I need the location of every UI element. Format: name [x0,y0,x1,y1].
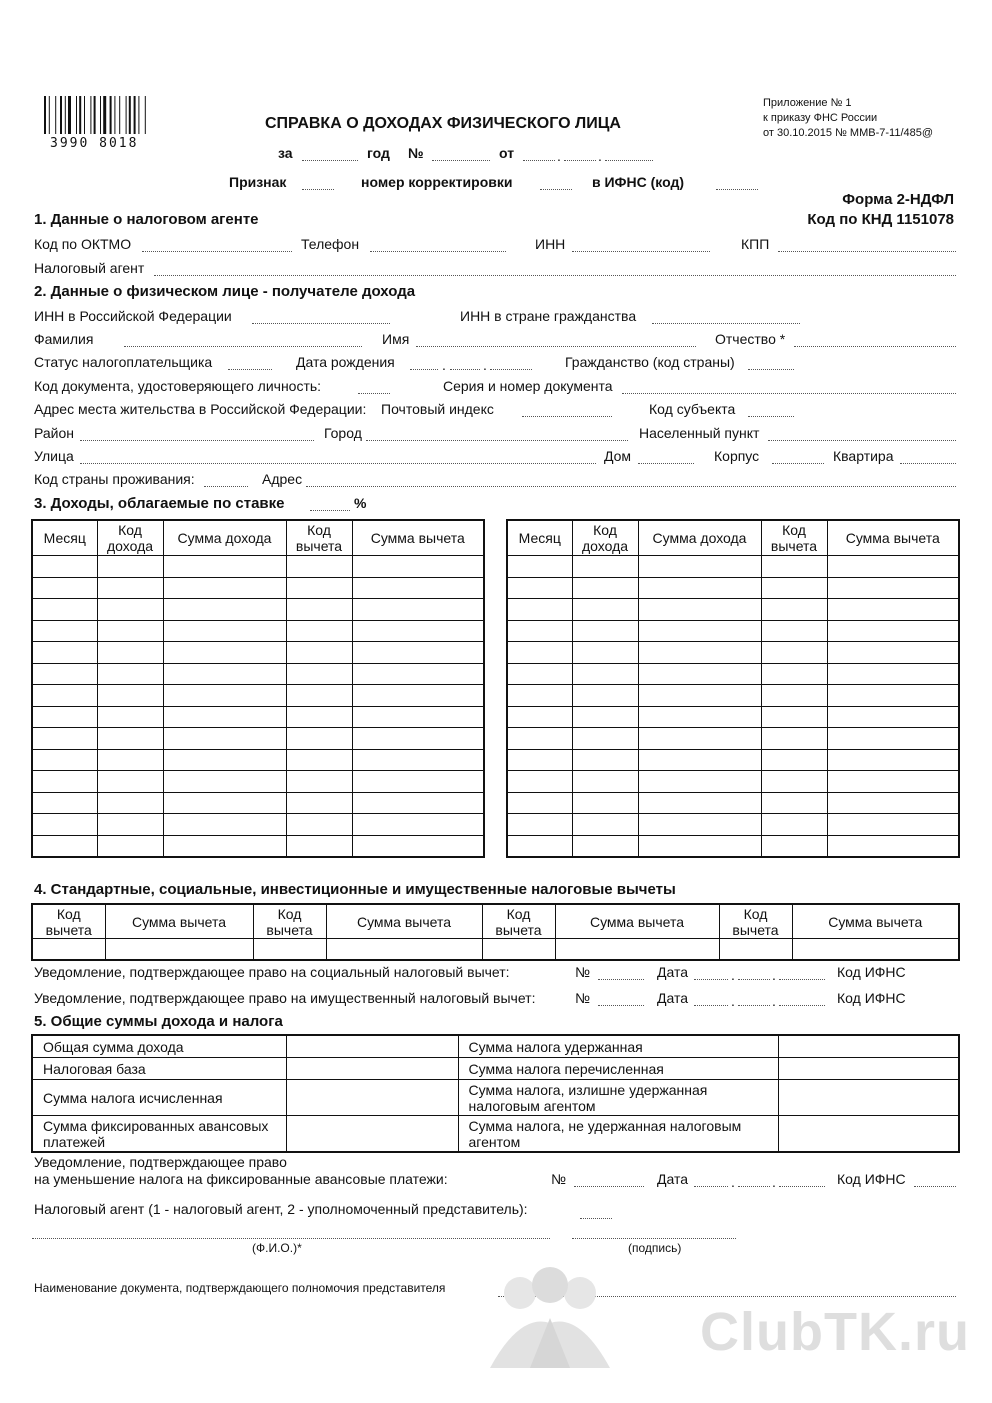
income-cell[interactable] [286,835,352,857]
summary-left-label: Сумма фиксированных авансовых платежей [32,1116,286,1153]
income-cell[interactable] [286,792,352,814]
income-table-left [31,519,485,858]
income-cell[interactable] [352,620,484,642]
notice-advance-line1: Уведомление, подтверждающее право [34,1154,287,1170]
label-citizenship: Гражданство (код страны) [565,354,735,370]
income-cell[interactable] [352,685,484,707]
income-header-cell: Код дохода [572,520,638,556]
income-cell[interactable] [352,814,484,836]
income-cell[interactable] [286,771,352,793]
income-cell[interactable] [32,749,97,771]
deductions-cell[interactable] [555,939,719,961]
income-cell[interactable] [163,642,286,664]
income-row [507,685,959,707]
income-row [32,577,484,599]
income-cell[interactable] [32,620,97,642]
income-table-right [506,519,960,858]
income-row [507,706,959,728]
income-row [32,749,484,771]
deductions-header-cell: Код вычета [253,904,326,939]
income-cell[interactable] [352,749,484,771]
income-row [32,792,484,814]
income-cell[interactable] [572,706,638,728]
income-cell[interactable] [97,814,163,836]
appendix-line3: от 30.10.2015 № ММВ-7-11/485@ [763,127,934,139]
deductions-table [31,903,960,961]
label-building: Корпус [714,448,760,464]
income-cell[interactable] [761,792,827,814]
income-cell[interactable] [352,599,484,621]
label-fio: (Ф.И.О.)* [252,1241,302,1255]
appendix-line2: к приказу ФНС России [763,112,878,124]
income-cell[interactable] [507,706,572,728]
summary-left-value[interactable] [286,1080,458,1116]
income-cell[interactable] [32,663,97,685]
income-cell[interactable] [827,728,959,750]
income-cell[interactable] [32,728,97,750]
income-cell[interactable] [32,556,97,578]
income-header-cell: Сумма дохода [163,520,286,556]
summary-right-value[interactable] [778,1035,959,1058]
income-cell[interactable] [638,556,761,578]
income-cell[interactable] [827,577,959,599]
income-cell[interactable] [507,577,572,599]
income-cell[interactable] [286,728,352,750]
income-cell[interactable] [827,663,959,685]
summary-table [31,1034,960,1153]
label-status: Статус налогоплательщика [34,354,213,370]
income-cell[interactable] [638,728,761,750]
income-cell[interactable] [286,642,352,664]
income-cell[interactable] [827,620,959,642]
label-postal: Почтовый индекс [381,401,494,417]
income-cell[interactable] [827,792,959,814]
income-row [32,599,484,621]
income-cell[interactable] [163,706,286,728]
summary-right-label: Сумма налога перечисленная [458,1058,778,1080]
income-cell[interactable] [32,577,97,599]
income-cell[interactable] [761,814,827,836]
income-cell[interactable] [507,556,572,578]
income-cell[interactable] [638,577,761,599]
income-header-cell: Код вычета [761,520,827,556]
deductions-header-cell: Сумма вычета [105,904,253,939]
income-cell[interactable] [507,599,572,621]
label-oktmo: Код по ОКТМО [34,236,132,252]
label-city: Город [324,425,362,441]
form-title: СПРАВКА О ДОХОДАХ ФИЗИЧЕСКОГО ЛИЦА [265,115,621,132]
deductions-header-cell: Код вычета [482,904,555,939]
income-cell[interactable] [286,556,352,578]
summary-left-label: Налоговая база [32,1058,286,1080]
income-cell[interactable] [638,792,761,814]
form-name: Форма 2-НДФЛ [842,191,954,208]
income-cell[interactable] [507,620,572,642]
deductions-header-cell: Код вычета [719,904,792,939]
income-row [507,814,959,836]
income-row [507,792,959,814]
income-row [32,771,484,793]
summary-row [32,1080,959,1116]
income-cell[interactable] [827,835,959,857]
income-cell[interactable] [507,685,572,707]
income-cell[interactable] [97,728,163,750]
income-row [32,706,484,728]
income-cell[interactable] [761,556,827,578]
income-row [32,835,484,857]
income-cell[interactable] [97,749,163,771]
label-surname: Фамилия [34,331,94,347]
label-birth-date: Дата рождения [296,354,395,370]
footer-agent: Налоговый агент (1 - налоговый агент, 2 - уполномоченный представитель): [34,1201,528,1217]
income-cell[interactable] [163,685,286,707]
income-cell[interactable] [572,771,638,793]
label-address: Адрес [262,471,303,487]
section3-title: 3. Доходы, облагаемые по ставке [34,495,285,512]
income-cell[interactable] [286,749,352,771]
income-cell[interactable] [638,706,761,728]
income-cell[interactable] [32,706,97,728]
income-cell[interactable] [638,620,761,642]
income-row [32,642,484,664]
income-cell[interactable] [761,835,827,857]
income-cell[interactable] [97,599,163,621]
income-cell[interactable] [97,620,163,642]
deductions-header-cell: Сумма вычета [792,904,959,939]
notice-property: Уведомление, подтверждающее право на имущественный налоговый вычет: [34,990,536,1006]
income-cell[interactable] [163,771,286,793]
income-cell[interactable] [761,728,827,750]
income-cell[interactable] [97,642,163,664]
income-cell[interactable] [507,835,572,857]
income-cell[interactable] [163,599,286,621]
deductions-cell[interactable] [326,939,482,961]
income-cell[interactable] [572,577,638,599]
income-cell[interactable] [163,620,286,642]
income-cell[interactable] [572,728,638,750]
income-cell[interactable] [32,771,97,793]
income-row [507,663,959,685]
income-cell[interactable] [572,620,638,642]
label-house: Дом [604,448,632,464]
label-za: за [278,145,293,161]
deductions-header-cell: Сумма вычета [555,904,719,939]
income-cell[interactable] [507,728,572,750]
summary-right-label: Сумма налога удержанная [458,1035,778,1058]
income-cell[interactable] [638,771,761,793]
label-inn-rf: ИНН в Российской Федерации [34,308,232,324]
deductions-cell[interactable] [482,939,555,961]
income-cell[interactable] [286,620,352,642]
income-cell[interactable] [163,663,286,685]
deductions-cell[interactable] [105,939,253,961]
income-cell[interactable] [97,706,163,728]
income-row [32,685,484,707]
label-priznak: Признак [229,174,287,190]
income-cell[interactable] [97,577,163,599]
income-header-cell: Код вычета [286,520,352,556]
income-cell[interactable] [32,814,97,836]
label-inn-agent: ИНН [535,236,566,252]
deductions-cell[interactable] [792,939,959,961]
income-cell[interactable] [507,642,572,664]
income-cell[interactable] [761,706,827,728]
income-cell[interactable] [163,835,286,857]
income-row [507,771,959,793]
summary-right-value[interactable] [778,1058,959,1080]
label-god: год [367,145,390,161]
summary-left-value[interactable] [286,1035,458,1058]
income-cell[interactable] [97,771,163,793]
income-cell[interactable] [286,685,352,707]
notice-social: Уведомление, подтверждающее право на социальный налоговый вычет: [34,964,510,980]
summary-right-label: Сумма налога, не удержанная налоговым агентом [458,1116,778,1153]
notice-property-date-label: Дата [657,990,689,1006]
income-cell[interactable] [572,663,638,685]
income-cell[interactable] [827,642,959,664]
income-cell[interactable] [572,642,638,664]
notice-social-num-label: № [575,964,591,980]
income-row [507,577,959,599]
income-cell[interactable] [507,749,572,771]
income-cell[interactable] [352,835,484,857]
label-percent: % [354,495,367,511]
income-cell[interactable] [352,706,484,728]
income-cell[interactable] [286,706,352,728]
label-locality: Населенный пункт [639,425,760,441]
income-row [32,728,484,750]
watermark-text: ClubTK.ru [700,1302,970,1362]
income-header-row [507,520,959,556]
income-cell[interactable] [352,642,484,664]
income-row [507,835,959,857]
notice-advance-num-label: № [551,1171,567,1187]
income-cell[interactable] [827,685,959,707]
income-cell[interactable] [638,642,761,664]
notice-social-ifns-label: Код ИФНС [837,964,906,980]
income-cell[interactable] [32,599,97,621]
label-address-rf: Адрес места жительства в Российской Федерации: [34,401,367,417]
income-cell[interactable] [827,556,959,578]
income-cell[interactable] [761,599,827,621]
income-cell[interactable] [572,556,638,578]
income-cell[interactable] [32,835,97,857]
summary-row [32,1116,959,1153]
label-name: Имя [382,331,410,347]
footer-doc-name: Наименование документа, подтверждающего полномочия представителя [34,1281,446,1295]
income-header-cell: Месяц [32,520,97,556]
income-cell[interactable] [572,749,638,771]
barcode-number: 3990 8018 [50,136,139,151]
summary-right-value[interactable] [778,1116,959,1153]
deductions-header-row [32,904,959,939]
income-cell[interactable] [572,792,638,814]
income-cell[interactable] [163,577,286,599]
summary-right-value[interactable] [778,1080,959,1116]
label-v-ifns: в ИФНС (код) [592,174,685,190]
income-cell[interactable] [572,814,638,836]
summary-row [32,1058,959,1080]
income-cell[interactable] [572,835,638,857]
income-header-cell: Сумма вычета [352,520,484,556]
income-cell[interactable] [638,835,761,857]
label-street: Улица [34,448,74,464]
income-cell[interactable] [638,599,761,621]
income-cell[interactable] [163,749,286,771]
income-cell[interactable] [352,728,484,750]
income-cell[interactable] [97,685,163,707]
summary-left-value[interactable] [286,1116,458,1153]
watermark-logo-icon [480,1263,620,1373]
notice-property-num-label: № [575,990,591,1006]
summary-left-label: Сумма налога исчисленная [32,1080,286,1116]
income-cell[interactable] [286,599,352,621]
section4-title: 4. Стандартные, социальные, инвестиционные и имущественные налоговые вычеты [34,881,676,898]
income-row [32,814,484,836]
income-row [32,556,484,578]
income-cell[interactable] [163,814,286,836]
income-header-cell: Код дохода [97,520,163,556]
summary-left-label: Общая сумма дохода [32,1035,286,1058]
income-cell[interactable] [97,663,163,685]
income-cell[interactable] [163,728,286,750]
label-inn-country: ИНН в стране гражданства [460,308,637,324]
label-ot: от [499,145,515,161]
notice-advance-ifns-label: Код ИФНС [837,1171,906,1187]
knd-code: Код по КНД 1151078 [807,211,954,228]
income-cell[interactable] [32,685,97,707]
notice-property-ifns-label: Код ИФНС [837,990,906,1006]
income-row [32,663,484,685]
income-cell[interactable] [352,771,484,793]
income-cell[interactable] [827,749,959,771]
income-cell[interactable] [827,814,959,836]
income-row [507,749,959,771]
label-agent: Налоговый агент [34,260,145,276]
deductions-cell[interactable] [32,939,105,961]
income-cell[interactable] [638,814,761,836]
income-cell[interactable] [761,577,827,599]
deductions-cell[interactable] [253,939,326,961]
label-country-code: Код страны проживания: [34,471,195,487]
deductions-cell[interactable] [719,939,792,961]
label-patronymic: Отчество * [715,331,786,347]
income-cell[interactable] [761,620,827,642]
deductions-header-cell: Код вычета [32,904,105,939]
income-cell[interactable] [761,771,827,793]
label-subject: Код субъекта [649,401,736,417]
income-cell[interactable] [507,814,572,836]
summary-row [32,1035,959,1058]
label-nomer-korr: номер корректировки [361,174,513,190]
income-cell[interactable] [638,685,761,707]
section5-title: 5. Общие суммы дохода и налога [34,1013,283,1030]
income-cell[interactable] [638,663,761,685]
income-cell[interactable] [32,792,97,814]
income-row [507,728,959,750]
label-kpp: КПП [741,236,770,252]
income-cell[interactable] [761,663,827,685]
income-cell[interactable] [286,577,352,599]
label-phone: Телефон [301,236,360,252]
section1-title: 1. Данные о налоговом агенте [34,211,259,228]
income-cell[interactable] [352,792,484,814]
income-cell[interactable] [761,685,827,707]
income-row [32,620,484,642]
income-cell[interactable] [352,556,484,578]
income-cell[interactable] [286,814,352,836]
income-cell[interactable] [761,642,827,664]
income-cell[interactable] [163,556,286,578]
income-row [507,599,959,621]
label-doc-series: Серия и номер документа [443,378,613,394]
label-doc-code: Код документа, удостоверяющего личность: [34,378,322,394]
income-cell[interactable] [97,792,163,814]
income-cell[interactable] [286,663,352,685]
income-header-cell: Сумма дохода [638,520,761,556]
income-row [507,642,959,664]
income-cell[interactable] [352,663,484,685]
label-apartment: Квартира [833,448,894,464]
label-nomer: № [408,145,424,161]
income-cell[interactable] [638,749,761,771]
income-cell[interactable] [572,599,638,621]
deductions-row [32,939,959,961]
income-cell[interactable] [572,685,638,707]
income-cell[interactable] [97,835,163,857]
income-cell[interactable] [32,642,97,664]
summary-left-value[interactable] [286,1058,458,1080]
income-cell[interactable] [827,771,959,793]
income-cell[interactable] [352,577,484,599]
notice-advance-date-label: Дата [657,1171,689,1187]
income-cell[interactable] [97,556,163,578]
income-header-cell: Месяц [507,520,572,556]
deductions-header-cell: Сумма вычета [326,904,482,939]
income-cell[interactable] [507,771,572,793]
income-header-cell: Сумма вычета [827,520,959,556]
income-row [507,556,959,578]
notice-social-date-label: Дата [657,964,689,980]
label-district: Район [34,425,74,441]
income-cell[interactable] [163,792,286,814]
income-cell[interactable] [827,706,959,728]
section2-title: 2. Данные о физическом лице - получателе дохода [34,283,416,300]
income-row [507,620,959,642]
income-cell[interactable] [507,663,572,685]
notice-advance-line2: на уменьшение налога на фиксированные авансовые платежи: [34,1171,448,1187]
appendix-line1: Приложение № 1 [763,97,852,109]
label-signature: (подпись) [628,1241,682,1255]
income-cell[interactable] [507,792,572,814]
income-cell[interactable] [761,749,827,771]
summary-right-label: Сумма налога, излишне удержанная налоговым агентом [458,1080,778,1116]
income-header-row [32,520,484,556]
income-cell[interactable] [827,599,959,621]
